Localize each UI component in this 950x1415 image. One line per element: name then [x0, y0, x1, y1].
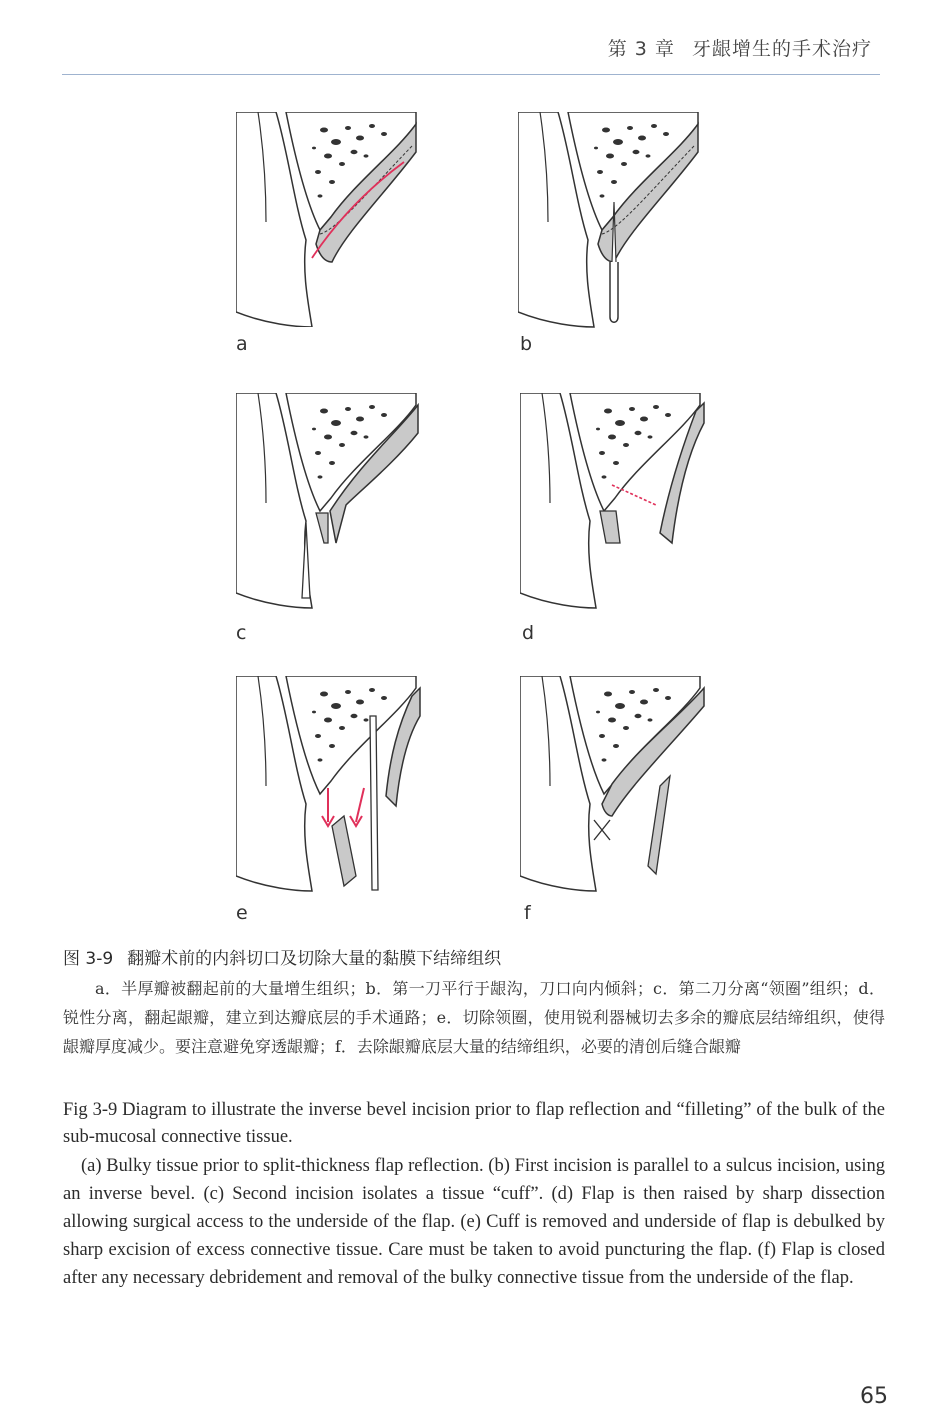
excised-cuff: [332, 816, 356, 886]
panel-label-f: f: [524, 902, 531, 924]
illustration-flap-closed: [520, 676, 705, 892]
chapter-number: 第 3 章: [607, 38, 675, 60]
figure-panel-f: [520, 676, 705, 892]
page-number: 65: [860, 1384, 888, 1409]
panel-label-d: d: [522, 622, 535, 644]
panel-label-b: b: [520, 333, 533, 355]
figure-panel-b: [518, 112, 700, 330]
running-head: [598, 34, 872, 61]
caption-en-body: (a) Bulky tissue prior to split-thickness flap reflection. (b) First incision is parallel to a sulcus incision, using an inverse bevel. (c) Second incision isolates a tissue “cuff”. (d) Flap is then raised by sharp dissection allowing surgical access to the underside of the flap. (e) Cuff is removed and underside of flap is debulked by sharp excision of excess connective tissue. Care must be taken to avoid puncturing the flap. (f) Flap is closed after any necessary debridement and removal of the bulky connective tissue from the underside of the flap.: [63, 1156, 885, 1288]
caption-cn-heading: 翻瓣术前的内斜切口及切除大量的黏膜下结缔组织: [127, 949, 502, 969]
figure-panel-c: [236, 393, 421, 610]
suture-icon: [594, 820, 610, 840]
figure-number: 图 3-9: [63, 949, 114, 969]
illustration-flap-raised: [520, 393, 705, 610]
caption-cn-body: a．半厚瓣被翻起前的大量增生组织；b．第一刀平行于龈沟，刀口向内倾斜；c．第二刀分离“领圈”组织；d．锐性分离，翻起龈瓣，建立到达瓣底层的手术通路；e．切除领圈，使用锐利器械切去多余的瓣底层结缔组织，使得龈瓣厚度减少。要注意避免穿透龈瓣；f．去除龈瓣底层大量的结缔组织，必要的清创后缝合龈瓣: [63, 979, 885, 1056]
panel-label-e: e: [236, 902, 248, 924]
header-rule: [62, 74, 880, 75]
caption-en-title: Fig 3-9 Diagram to illustrate the inverse bevel incision prior to flap reflection and “filleting” of the bulk of the sub-mucosal connective tissue.: [63, 1100, 885, 1147]
figure-panel-d: [520, 393, 705, 610]
panel-label-a: a: [236, 333, 248, 355]
figure-panel-e: [236, 676, 421, 892]
scalpel-icon: [610, 262, 618, 322]
illustration-first-incision: [518, 112, 700, 330]
scissors-icon: [370, 716, 378, 890]
removed-connective-tissue: [648, 776, 670, 874]
panel-label-c: c: [236, 622, 247, 644]
illustration-bulky-tissue: [236, 112, 418, 327]
incision-line: [612, 485, 656, 505]
caption-cn-title: [63, 944, 501, 969]
illustration-cuff-removal: [236, 676, 421, 892]
chapter-title: 牙龈增生的手术治疗: [691, 38, 872, 60]
figure-panel-a: [236, 112, 418, 327]
illustration-second-incision: [236, 393, 421, 610]
